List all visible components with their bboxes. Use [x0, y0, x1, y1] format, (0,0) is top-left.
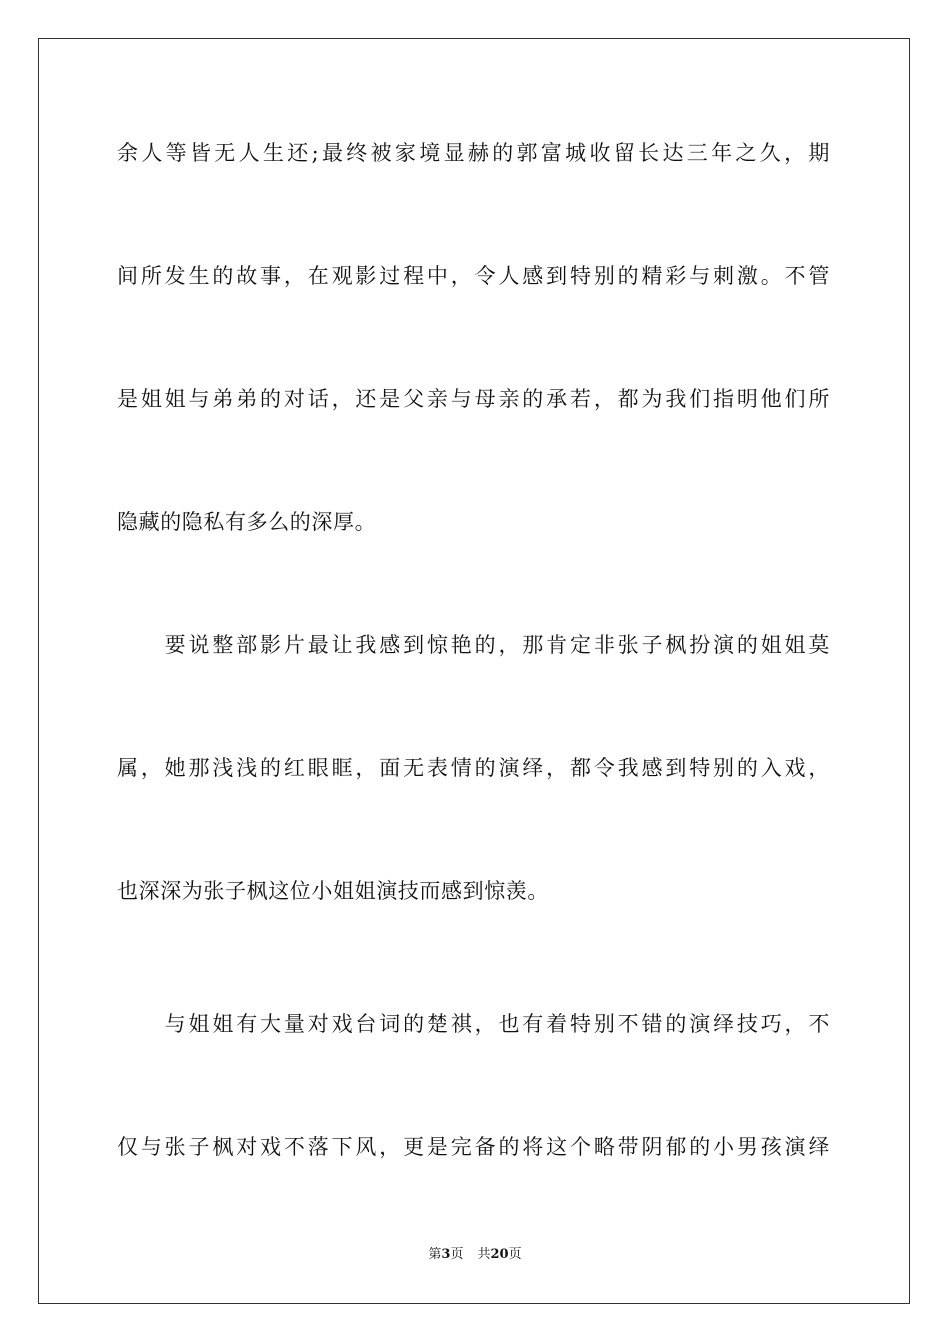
total-pages: 20: [490, 1247, 509, 1262]
text-line-5: 要说整部影片最让我感到惊艳的，那肯定非张子枫扮演的姐姐莫: [117, 633, 830, 657]
total-prefix: 共: [477, 1247, 491, 1262]
text-line-9: 仅与张子枫对戏不落下风，更是完备的将这个略带阴郁的小男孩演绎: [117, 1135, 830, 1159]
page-prefix: 第: [428, 1247, 442, 1262]
text-line-2: 间所发生的故事，在观影过程中，令人感到特别的精彩与刺激。不管: [117, 264, 830, 288]
text-line-7: 也深深为张子枫这位小姐姐演技而感到惊羡。: [117, 879, 549, 903]
page-footer: [0, 1246, 950, 1264]
text-line-4: 隐藏的隐私有多么的深厚。: [117, 510, 377, 534]
text-line-6: 属，她那浅浅的红眼眶，面无表情的演绎，都令我感到特别的入戏，: [117, 756, 830, 780]
text-line-1: 余人等皆无人生还;最终被家境显赫的郭富城收留长达三年之久，期: [117, 141, 830, 165]
page-number: 3: [441, 1247, 451, 1262]
page-border: [38, 38, 910, 1304]
text-line-8: 与姐姐有大量对戏台词的楚祺，也有着特别不错的演绎技巧，不: [117, 1012, 830, 1036]
total-suffix: 页: [508, 1247, 522, 1262]
text-line-3: 是姐姐与弟弟的对话，还是父亲与母亲的承若，都为我们指明他们所: [117, 387, 830, 411]
page-suffix: 页: [450, 1247, 464, 1262]
